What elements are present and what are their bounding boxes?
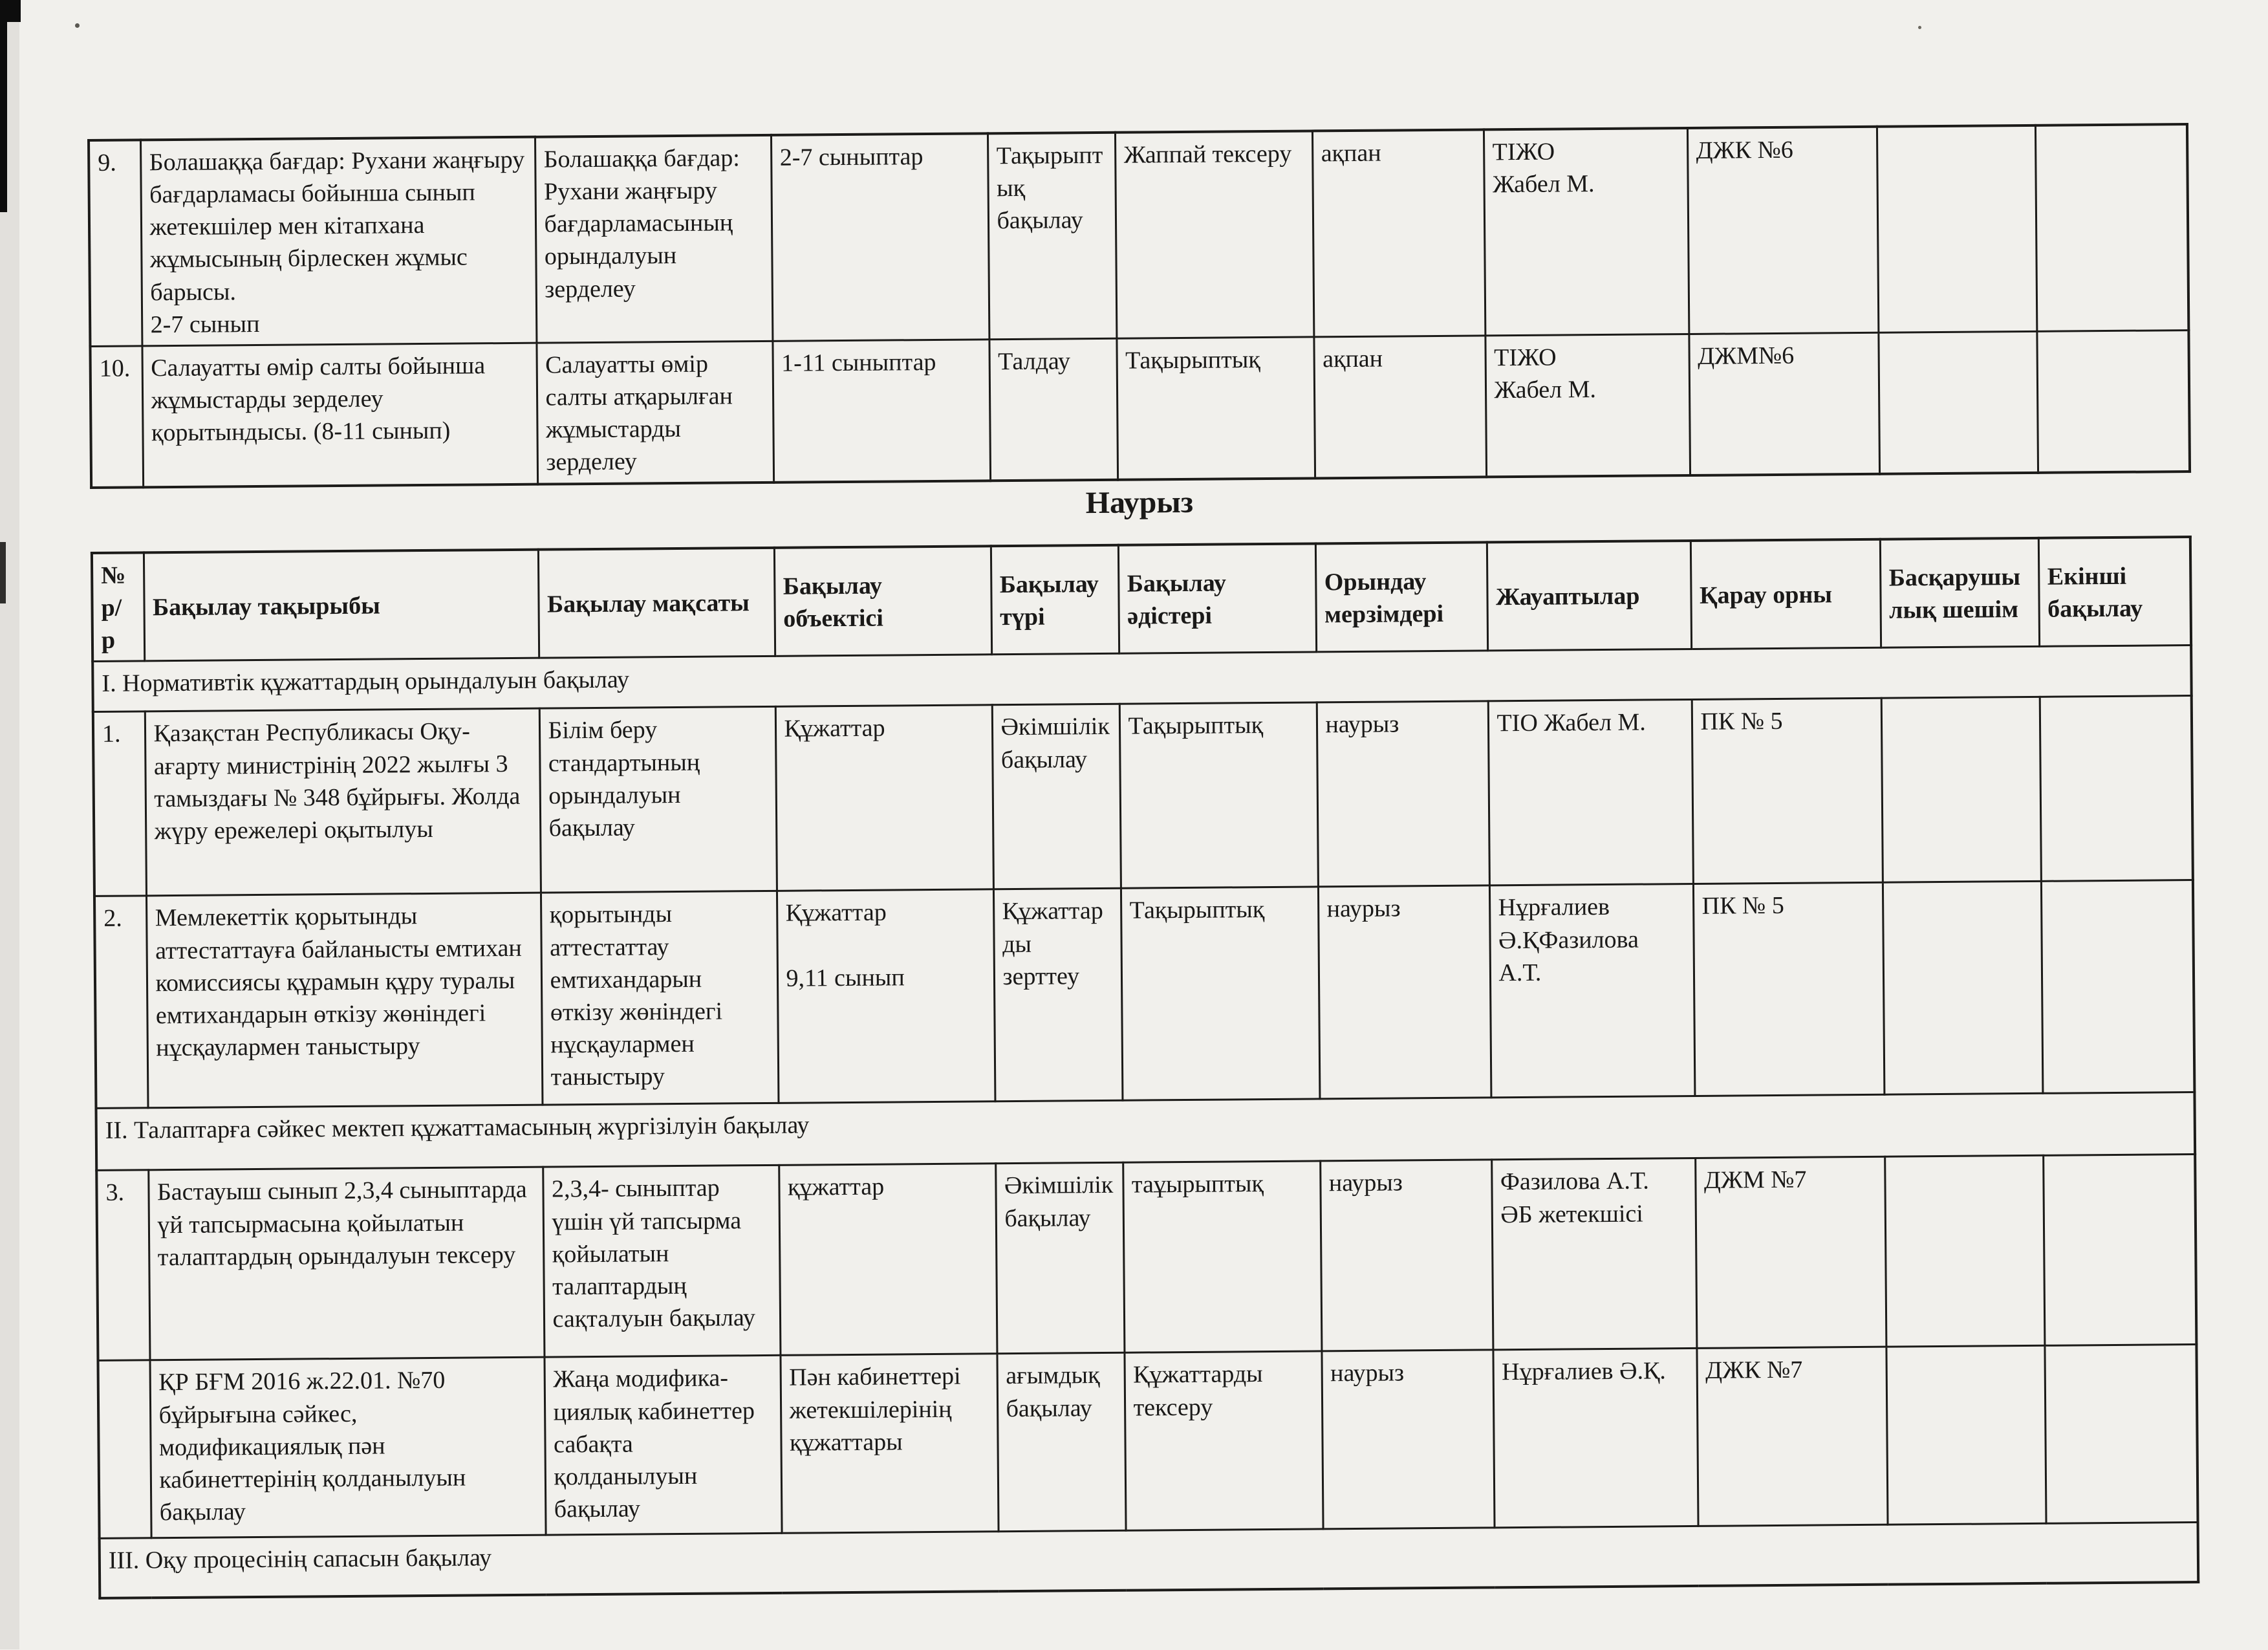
cell-place: ДЖМ№6 [1689,332,1879,475]
cell-methods: таұырыптық [1123,1161,1321,1352]
cell-second [2035,124,2188,331]
cell-goal: 2,3,4- сыныптар үшін үй тапсырма қойылатын талаптардың сақталуын бақылау [543,1166,780,1358]
cell-second [2044,1345,2198,1524]
cell-type: Талдау [989,338,1118,481]
cell-decision [1877,125,2036,332]
header-type: Бақылау түрі [991,545,1119,655]
cell-topic: Мемлекеттік қорытынды аттестаттауға байланысты емтихан комиссиясы құрамын құру туралы емтихандарын өткізу жөніндегі нұсқаулармен таныстыру [146,893,543,1109]
february-control-table [87,123,2191,488]
cell-type: Тақырыптық бақылау [988,133,1116,340]
cell-place: ПК № 5 [1692,699,1883,884]
cell-type: Құжаттарды зерттеу [993,889,1123,1102]
cell-object: Құжаттар [775,705,993,891]
cell-term: наурыз [1318,885,1491,1099]
cell-responsible: ТІЖО Жабел М. [1485,334,1690,477]
cell-place: ДЖК №6 [1687,127,1878,334]
cell-decision [1886,1346,2046,1525]
header-responsible: Жауаптылар [1487,541,1691,651]
header-term: Орындау мерзімдері [1315,542,1487,652]
cell-object: 2-7 сыныптар [771,133,989,341]
header-second: Екінші бақылау [2038,537,2191,647]
cell-topic: Болашаққа бағдар: Рухани жаңғыру бағдарламасы бойынша сынып жетекшілер мен кітапхана жұмысының бірлескен жұмыс барысы. 2-7 сынып [140,137,536,346]
header-goal: Бақылау мақсаты [538,548,775,658]
cell-place: ПК № 5 [1693,883,1885,1096]
cell-object: Құжаттар 9,11 сынып [777,889,995,1103]
cell-responsible: Нұрғалиев Ә.ҚФазилова А.Т. [1489,884,1695,1098]
cell-methods: Тақырыптық [1119,702,1318,888]
cell-goal: Болашаққа бағдар: Рухани жаңғыру бағдарламасының орындалуын зерделеу [535,135,772,343]
cell-type: Әкімшілік бақылау [992,704,1121,890]
cell-num: 3. [96,1170,149,1361]
cell-topic: Бастауыш сынып 2,3,4 сыныптарда үй тапсырмасына қойылатын талаптардың орындалуын тексеру [148,1167,544,1361]
table-row [93,696,2193,896]
cell-num: 9. [89,140,142,346]
cell-type: Әкімшілік бақылау [995,1163,1124,1354]
table-row [98,1345,2198,1539]
cell-second [2041,880,2195,1094]
table-row [94,880,2194,1109]
cell-goal: Білім беру стандартының орындалуын бақылау [539,707,777,893]
cell-topic: ҚР БҒМ 2016 ж.22.01. №70 бұйрығына сәйкес, модификациялық пән кабинеттерінің қолданылуын бақылау [150,1358,546,1539]
cell-num: 1. [93,711,146,896]
cell-methods: Құжаттарды тексеру [1124,1351,1323,1530]
cell-topic: Салауатты өмір салты бойынша жұмыстарды зерделеу қорытындысы. (8-11 сынып) [142,343,537,487]
cell-decision [1885,1156,2044,1347]
cell-num: 10. [90,346,143,488]
cell-term: ақпан [1312,129,1485,336]
header-methods: Бақылау әдістері [1118,543,1316,653]
table-row [90,330,2190,487]
march-control-table [91,536,2199,1600]
cell-responsible: Нұрғалиев Ә.Қ. [1493,1349,1698,1528]
cell-decision [1881,697,2041,883]
cell-responsible: ТІЖО Жабел М. [1484,128,1689,336]
table-row [89,124,2188,346]
cell-goal: қорытынды аттестаттау емтихандарын өткізу жөніндегі нұсқаулармен таныстыру [541,891,779,1105]
cell-object: Пән кабинеттері жетекшілерінің құжаттары [780,1354,998,1534]
cell-second [2036,330,2190,472]
cell-term: ақпан [1313,336,1486,478]
cell-term: наурыз [1317,701,1489,887]
cell-object: 1-11 сыныптар [772,340,990,483]
cell-methods: Тақырыптық [1121,887,1320,1100]
cell-place: ДЖМ №7 [1695,1157,1886,1349]
header-place: Қарау орны [1690,539,1881,649]
cell-num [98,1360,151,1539]
cell-term: наурыз [1320,1160,1493,1351]
header-object: Бақылау объектісі [774,546,991,657]
cell-responsible: Фазилова А.Т. ӘБ жетекшісі [1491,1158,1696,1350]
header-topic: Бақылау тақырыбы [144,550,539,662]
cell-methods: Тақырыптық [1116,337,1315,479]
cell-second [2040,696,2193,882]
data-table [91,536,2199,1600]
cell-term: наурыз [1321,1350,1494,1529]
cell-num: 2. [94,896,148,1109]
cell-topic: Қазақстан Республикасы Оқу-ағарту министрінің 2022 жылғы 3 тамыздағы № 348 бұйрығы. Жолда жүру ережелері оқытылуы [145,709,541,896]
table-row [96,1155,2196,1361]
cell-type: ағымдық бақылау [997,1353,1125,1532]
data-table [87,123,2191,488]
cell-goal: Салауатты өмір салты атқарылған жұмыстарды зерделеу [536,341,773,484]
cell-second [2043,1155,2196,1346]
cell-methods: Жаппай тексеру [1115,131,1313,338]
cell-decision [1883,882,2043,1095]
cell-responsible: ТІО Жабел М. [1488,700,1693,885]
cell-goal: Жаңа модифика-циялық кабинеттер сабақта қолданылуын бақылау [544,1356,781,1536]
cell-decision [1878,331,2038,473]
section-header: ІІ. Талаптарға сәйкес мектеп құжаттамасының жүргізілуін бақылау [96,1092,2196,1171]
header-row [92,537,2191,662]
header-decision: Басқарушылық шешім [1880,538,2039,648]
section-header: ІІІ. Оқу процесінің сапасын бақылау [100,1523,2199,1598]
section-header: І. Нормативтік құжаттардың орындалуын бақылау [92,646,2192,712]
month-title: Наурыз [1085,484,1194,521]
header-num: № р/р [92,552,144,662]
cell-place: ДЖК №7 [1696,1347,1887,1526]
cell-object: құжаттар [779,1164,997,1356]
